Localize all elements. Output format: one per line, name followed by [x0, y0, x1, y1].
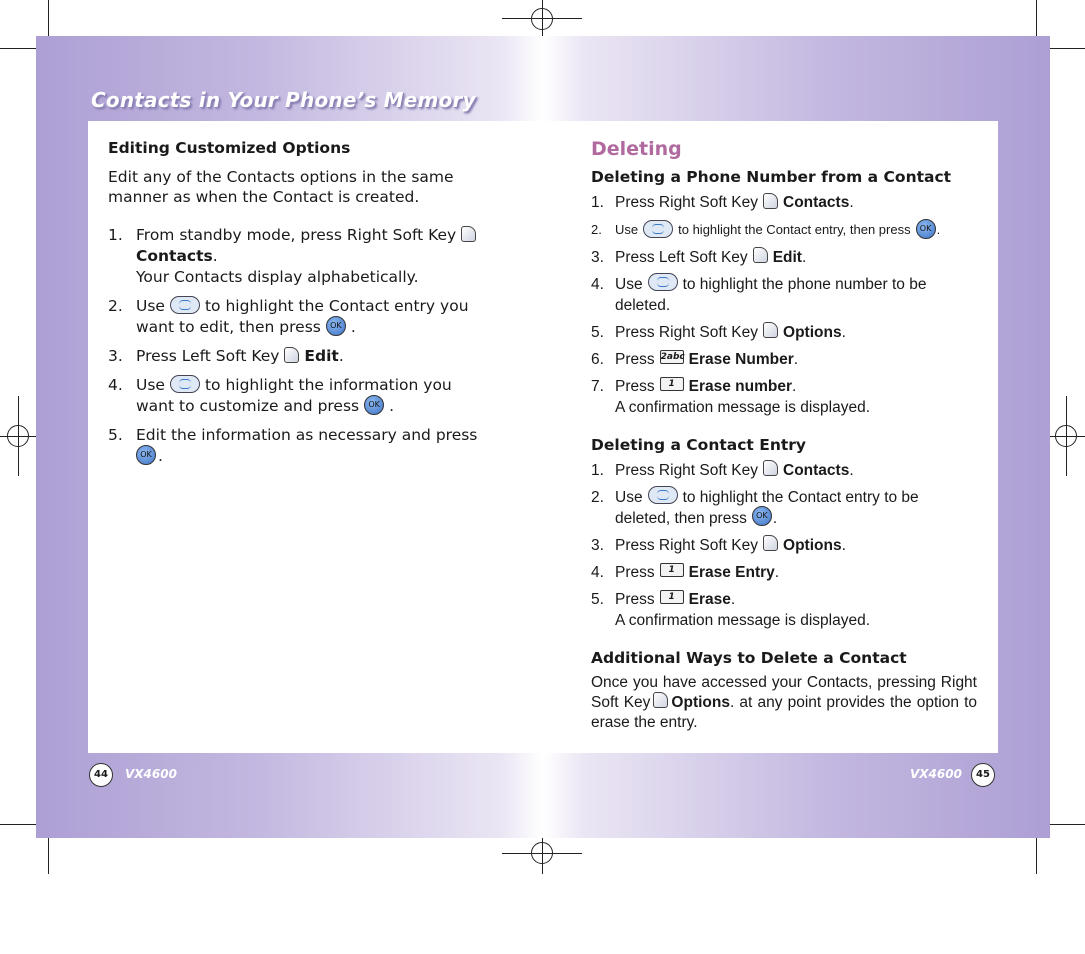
step-text: Press Right Soft Key [615, 194, 759, 211]
section-heading: Deleting [591, 138, 682, 160]
subsection-heading: Additional Ways to Delete a Contact [591, 648, 907, 667]
step-end: . [792, 377, 797, 395]
step-bold: Contacts [783, 194, 850, 211]
right-soft-key-icon [653, 692, 668, 708]
list-item [591, 460, 977, 481]
step-end: . [158, 447, 163, 465]
step-text: Use [615, 488, 643, 506]
step-end: . [793, 350, 799, 368]
steps-list [591, 460, 977, 631]
key-1-icon: 1 [660, 590, 684, 604]
key-2-icon: 2abc [660, 352, 685, 363]
step-note: A confirmation message is displayed. [615, 398, 871, 416]
step-end: . [389, 397, 395, 415]
step-end: . [772, 509, 778, 527]
list-item [108, 346, 486, 367]
crop-mark [1050, 48, 1085, 49]
list-item [108, 225, 486, 288]
list-item [591, 376, 977, 418]
step-number: 3. [591, 536, 604, 554]
nav-key-icon [170, 375, 200, 393]
list-item [591, 487, 977, 529]
intro-text: Edit any of the Contacts options in the same manner as when the Contact is created. [108, 168, 454, 206]
list-item [591, 192, 977, 213]
list-item [591, 274, 977, 316]
step-text: Press [615, 563, 655, 581]
model-label: VX4600 [910, 767, 962, 781]
ok-key-icon: OK [136, 445, 156, 465]
right-soft-key-icon [763, 460, 778, 476]
steps-list [591, 192, 977, 418]
section-heading: Editing Customized Options [108, 139, 351, 157]
registration-mark [1055, 425, 1077, 447]
step-text: Press Left Soft Key [136, 347, 280, 365]
step-bold: Edit [772, 248, 802, 266]
step-end: . [774, 563, 780, 581]
page-number-badge: 45 [971, 763, 995, 787]
step-number: 2. [591, 488, 604, 506]
nav-key-icon [643, 220, 673, 238]
step-number: 4. [108, 376, 123, 394]
step-number: 4. [591, 275, 604, 293]
step-text: to highlight the Contact entry to be deleted, then press [615, 488, 919, 527]
step-number: 5. [591, 323, 604, 341]
step-end: . [338, 347, 344, 365]
step-bold: Erase [688, 590, 731, 608]
registration-mark [7, 425, 29, 447]
step-number: 2. [108, 297, 123, 315]
list-item [591, 219, 977, 241]
step-number: 1. [591, 461, 604, 479]
step-end: . [936, 222, 941, 237]
crop-mark [1036, 838, 1037, 874]
key-1-icon: 1 [660, 563, 684, 577]
list-item [108, 375, 486, 417]
step-end: . [841, 536, 846, 554]
step-bold: Erase number [688, 377, 793, 395]
list-item [591, 349, 977, 370]
step-bold: Contacts [783, 461, 850, 479]
step-text: to highlight the Contact entry you want to edit, then press [136, 297, 469, 336]
step-text: Press Right Soft Key [615, 461, 759, 479]
subsection-heading: Deleting a Contact Entry [591, 435, 807, 454]
ok-key-icon: OK [326, 316, 346, 336]
list-item [108, 296, 486, 338]
registration-mark [531, 842, 553, 864]
page-number-badge: 44 [89, 763, 113, 787]
step-text: Use [615, 222, 639, 237]
step-number: 4. [591, 563, 604, 581]
key-1-icon: 1 [660, 377, 684, 391]
step-text: Press Left Soft Key [615, 248, 748, 266]
step-bold: Erase Number [688, 350, 794, 368]
crop-mark [48, 838, 49, 874]
step-end: . [801, 248, 807, 266]
crop-mark [1036, 0, 1037, 36]
crop-mark [1050, 824, 1085, 825]
list-item [591, 535, 977, 556]
step-text: Press [615, 350, 655, 368]
page-title: Contacts in Your Phone’s Memory [91, 88, 476, 112]
step-text: Press [615, 590, 655, 608]
right-soft-key-icon [763, 193, 778, 209]
steps-list [108, 225, 486, 467]
right-soft-key-icon [763, 322, 778, 338]
right-soft-key-icon [461, 226, 476, 242]
ok-key-icon: OK [364, 395, 384, 415]
model-label: VX4600 [125, 767, 177, 781]
paragraph-text: . at any point provides the option to erase the entry. [591, 693, 977, 731]
step-bold: Options [783, 536, 842, 554]
registration-mark [531, 8, 553, 30]
step-text: Use [136, 376, 165, 394]
step-end: . [212, 247, 218, 265]
step-text: Edit the information as necessary and press [136, 426, 478, 444]
step-end: . [849, 194, 854, 211]
step-bold: Erase Entry [688, 563, 775, 581]
step-text: Press [615, 377, 655, 395]
step-text: Press Right Soft Key [615, 323, 759, 341]
step-number: 3. [108, 347, 123, 365]
closing-paragraph [591, 673, 977, 733]
list-item [108, 425, 486, 467]
step-note: A confirmation message is displayed. [615, 611, 871, 629]
step-number: 3. [591, 248, 604, 266]
ok-key-icon: OK [916, 219, 936, 239]
left-soft-key-icon [753, 247, 768, 263]
step-end: . [350, 318, 356, 336]
step-note: Your Contacts display alphabetically. [136, 268, 419, 286]
nav-key-icon [648, 273, 678, 291]
list-item [591, 562, 977, 583]
ok-key-icon: OK [752, 506, 772, 526]
step-text: From standby mode, press Right Soft Key [136, 226, 457, 244]
step-text: to highlight the Contact entry, then press [678, 222, 911, 237]
list-item [591, 322, 977, 343]
left-soft-key-icon [284, 347, 299, 363]
nav-key-icon [648, 486, 678, 504]
step-bold: Edit [304, 347, 339, 365]
step-number: 1. [108, 226, 123, 244]
step-number: 5. [108, 426, 123, 444]
crop-mark [48, 0, 49, 36]
step-number: 1. [591, 194, 604, 211]
crop-mark [0, 48, 36, 49]
step-end: . [730, 590, 736, 608]
paragraph-text: Once you have accessed your Contacts, pressing Right Soft Key [591, 673, 977, 711]
left-column [108, 139, 486, 467]
nav-key-icon [170, 296, 200, 314]
step-text: Press Right Soft Key [615, 536, 759, 554]
paragraph-bold: Options [671, 693, 730, 711]
step-text: to highlight the phone number to be deleted. [615, 275, 927, 314]
step-end: . [841, 323, 846, 341]
step-number: 5. [591, 590, 604, 608]
step-end: . [849, 461, 854, 479]
subsection-heading: Deleting a Phone Number from a Contact [591, 168, 952, 186]
step-number: 6. [591, 350, 604, 368]
right-column [591, 138, 977, 733]
step-text: to highlight the information you want to customize and press [136, 376, 452, 415]
list-item [591, 589, 977, 631]
step-bold: Contacts [136, 247, 213, 265]
step-bold: Options [783, 323, 842, 341]
crop-mark [0, 824, 36, 825]
step-number: 2. [591, 222, 602, 237]
step-number: 7. [591, 377, 604, 395]
list-item [591, 247, 977, 268]
step-text: Use [615, 275, 643, 293]
step-text: Use [136, 297, 165, 315]
right-soft-key-icon [763, 535, 778, 551]
